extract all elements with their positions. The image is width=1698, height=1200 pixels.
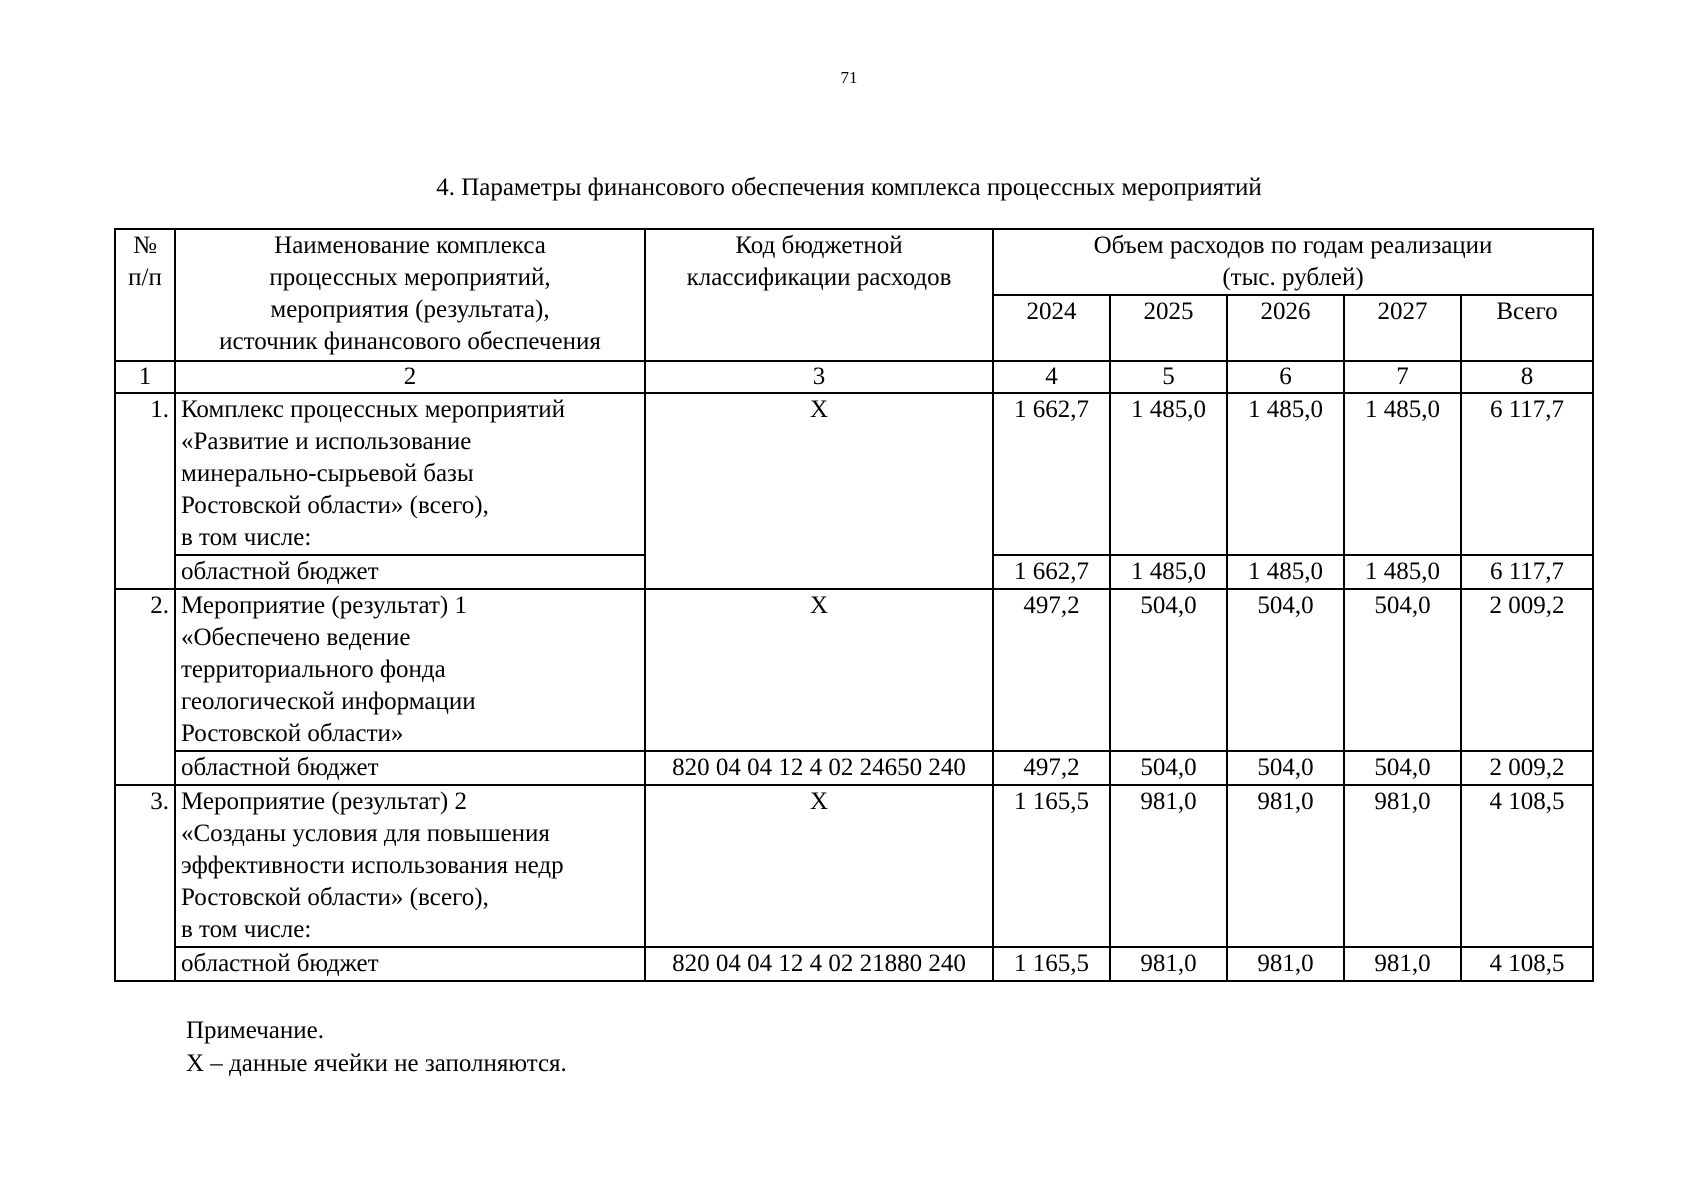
subrow-value: 504,0 [1110,751,1227,785]
table-subrow [115,947,1593,981]
section-title: 4. Параметры финансового обеспечения комплекса процессных мероприятий [436,174,1262,201]
column-numbers-row [115,361,1593,393]
row-value: 1 165,5 [993,785,1110,947]
header-num: № п/п [115,229,175,361]
subrow-total: 6 117,7 [1461,555,1593,589]
row-value: 981,0 [1227,785,1344,947]
row-number: 2. [115,589,175,785]
subrow-value: 1 485,0 [1344,555,1461,589]
row-value: 1 485,0 [1344,393,1461,555]
subrow-name: областной бюджет [175,555,645,589]
table-row [115,589,1593,751]
table-subrow [115,751,1593,785]
row-value: 504,0 [1227,589,1344,751]
row-total: 4 108,5 [1461,785,1593,947]
row-number: 3. [115,785,175,981]
subrow-value: 504,0 [1227,751,1344,785]
header-total: Всего [1461,295,1593,361]
subrow-value: 1 165,5 [993,947,1110,981]
subrow-total: 4 108,5 [1461,947,1593,981]
subrow-value: 497,2 [993,751,1110,785]
page-number: 71 [840,68,858,87]
row-name: Комплекс процессных мероприятий «Развитие и использование минерально-сырьевой базы Ростовской области» (всего), в том числе: [175,393,645,555]
header-code: Код бюджетной классификации расходов [645,229,993,361]
header-year: 2024 [993,295,1110,361]
column-number: 6 [1227,361,1344,393]
header-year: 2026 [1227,295,1344,361]
row-value: 504,0 [1110,589,1227,751]
row-name: Мероприятие (результат) 2 «Созданы условия для повышения эффективности использования недр Ростовской области» (всего), в том числе: [175,785,645,947]
row-value: 504,0 [1344,589,1461,751]
row-code: X [645,393,993,589]
subrow-name: областной бюджет [175,947,645,981]
table-row [115,393,1593,555]
row-value: 1 485,0 [1227,393,1344,555]
row-total: 2 009,2 [1461,589,1593,751]
header-year: 2027 [1344,295,1461,361]
column-number: 7 [1344,361,1461,393]
row-number: 1. [115,393,175,589]
note-text: X – данные ячейки не заполняются. [186,1050,567,1077]
subrow-value: 1 662,7 [993,555,1110,589]
row-value: 981,0 [1110,785,1227,947]
subrow-value: 504,0 [1344,751,1461,785]
header-year: 2025 [1110,295,1227,361]
table-row [115,785,1593,947]
note [186,1014,567,1080]
subrow-value: 1 485,0 [1227,555,1344,589]
column-number: 2 [175,361,645,393]
subrow-code: 820 04 04 12 4 02 24650 240 [645,751,993,785]
header-volume: Объем расходов по годам реализации (тыс. рублей) [993,229,1593,295]
row-code: X [645,785,993,947]
row-value: 981,0 [1344,785,1461,947]
row-value: 1 485,0 [1110,393,1227,555]
note-title: Примечание. [186,1017,325,1044]
row-value: 1 662,7 [993,393,1110,555]
header-row-1 [115,229,1593,295]
column-number: 4 [993,361,1110,393]
financing-table [114,228,1594,982]
row-total: 6 117,7 [1461,393,1593,555]
column-number: 1 [115,361,175,393]
subrow-value: 1 485,0 [1110,555,1227,589]
subrow-total: 2 009,2 [1461,751,1593,785]
row-name: Мероприятие (результат) 1 «Обеспечено ведение территориального фонда геологической информации Ростовской области» [175,589,645,751]
column-number: 8 [1461,361,1593,393]
subrow-value: 981,0 [1344,947,1461,981]
column-number: 3 [645,361,993,393]
column-number: 5 [1110,361,1227,393]
subrow-value: 981,0 [1227,947,1344,981]
subrow-name: областной бюджет [175,751,645,785]
subrow-code: 820 04 04 12 4 02 21880 240 [645,947,993,981]
header-name: Наименование комплекса процессных мероприятий, мероприятия (результата), источник финансового обеспечения [175,229,645,361]
subrow-value: 981,0 [1110,947,1227,981]
row-value: 497,2 [993,589,1110,751]
row-code: X [645,589,993,751]
